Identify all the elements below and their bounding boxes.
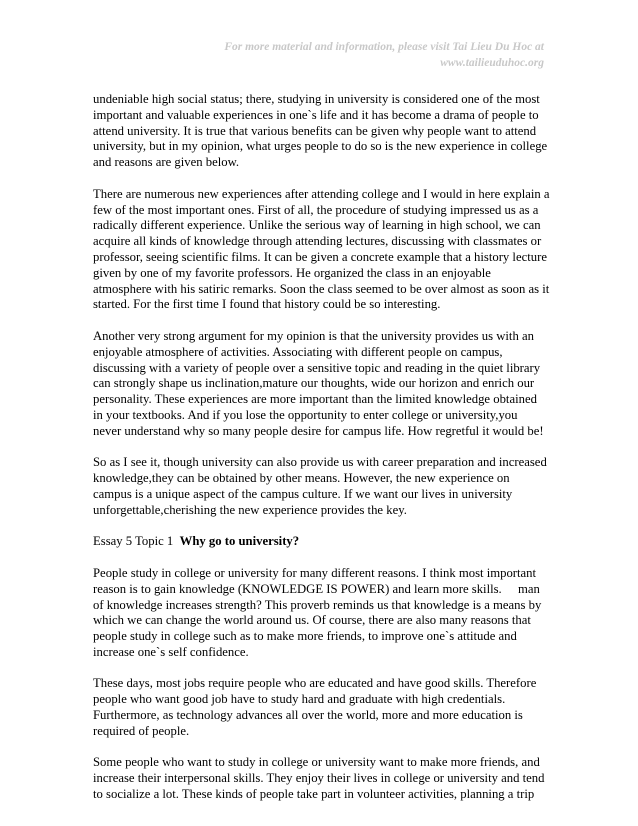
text-line: Furthermore, as technology advances all over the world, more and more education is xyxy=(93,708,523,723)
paragraph xyxy=(93,676,549,739)
text-line: People study in college or university for many different reasons. I think most important xyxy=(93,565,537,580)
document-body xyxy=(93,92,549,819)
text-line: professor, seeing scientific films. It can be given a concrete example that a history lecture xyxy=(93,249,547,264)
text-line: These days, most jobs require people who are educated and have good skills. Therefore xyxy=(93,676,537,691)
text-line: never understand why so many people desire for campus life. How regretful it would be! xyxy=(93,423,544,438)
paragraph xyxy=(93,92,549,171)
paragraph xyxy=(93,329,549,440)
text-line: enjoyable atmosphere of activities. Associating with different people on campus, xyxy=(93,344,503,359)
text-line: attend university. It is true that various benefits can be given why people want to attend xyxy=(93,123,537,138)
paragraph xyxy=(93,755,549,802)
text-line: given by one of my favorite professors. He organized the class in an enjoyable xyxy=(93,265,491,280)
text-line: atmosphere with his satiric remarks. Soon the class seemed to be over almost as soon as it xyxy=(93,281,550,296)
text-line: required of people. xyxy=(93,723,190,738)
page-header xyxy=(124,39,544,71)
text-line: and reasons are given below. xyxy=(93,155,240,170)
text-line: people who want good job have to study hard and graduate with high credentials. xyxy=(93,692,506,707)
text-line: radically different experience. Unlike the serious way of learning in high school, we can xyxy=(93,218,541,233)
essay-heading xyxy=(93,534,549,550)
header-line: For more material and information, please visit Tai Lieu Du Hoc at xyxy=(224,41,544,53)
text-line: of knowledge increases strength? This proverb reminds us that knowledge is a means by xyxy=(93,597,542,612)
text-line: discussing with a variety of people over a sensitive topic and reading in the quiet library xyxy=(93,360,541,375)
text-line: few of the most important ones. First of all, the procedure of studying impressed us as a xyxy=(93,202,539,217)
text-line: university, but in my opinion, what urges people to do so is the new experience in college xyxy=(93,139,548,154)
text-line: unforgettable,cherishing the new experience provides the key. xyxy=(93,502,407,517)
text-line: So as I see it, though university can also provide us with career preparation and increased xyxy=(93,455,547,470)
text-line: There are numerous new experiences after attending college and I would in here explain a xyxy=(93,186,550,201)
header-website: www.tailieuduhoc.org xyxy=(440,57,544,69)
text-line: increase their interpersonal skills. They enjoy their lives in college or university and tend xyxy=(93,771,545,786)
text-line: people study in college such as to make more friends, to improve one`s attitude and xyxy=(93,629,517,644)
text-line: important and valuable experiences in one`s life and it has become a drama of people to xyxy=(93,107,539,122)
text-line: campus is a unique aspect of the campus culture. If we want our lives in university xyxy=(93,486,513,501)
essay-title: Why go to university? xyxy=(179,534,300,549)
text-line: personality. These experiences are more important than the limited knowledge obtained xyxy=(93,392,537,407)
text-line: increase one`s self confidence. xyxy=(93,644,249,659)
text-line: acquire all kinds of knowledge through attending lectures, discussing with classmates or xyxy=(93,234,542,249)
text-line: Another very strong argument for my opinion is that the university provides us with an xyxy=(93,328,534,343)
text-line: Some people who want to study in college or university want to make more friends, and xyxy=(93,755,540,770)
text-line: reason is to gain knowledge (KNOWLEDGE IS POWER) and learn more skills. man xyxy=(93,581,527,596)
paragraph xyxy=(93,566,549,661)
text-line: knowledge,they can be obtained by other means. However, the new experience on xyxy=(93,471,510,486)
text-line: to socialize a lot. These kinds of people take part in volunteer activities, planning a trip xyxy=(93,787,535,802)
paragraph xyxy=(93,187,549,313)
text-line: in your textbooks. And if you lose the opportunity to enter college or university,you xyxy=(93,407,518,422)
text-line: undeniable high social status; there, studying in university is considered one of the most xyxy=(93,92,540,106)
text-line: started. For the first time I found that history could be so interesting. xyxy=(93,297,441,312)
essay-label: Essay 5 Topic 1 xyxy=(93,534,174,549)
text-line: can strongly shape us inclination,mature our thoughts, wide our horizon and enrich our xyxy=(93,376,535,391)
text-line: which we can change the world around us. Of course, there are also many reasons that xyxy=(93,613,531,628)
paragraph xyxy=(93,455,549,518)
